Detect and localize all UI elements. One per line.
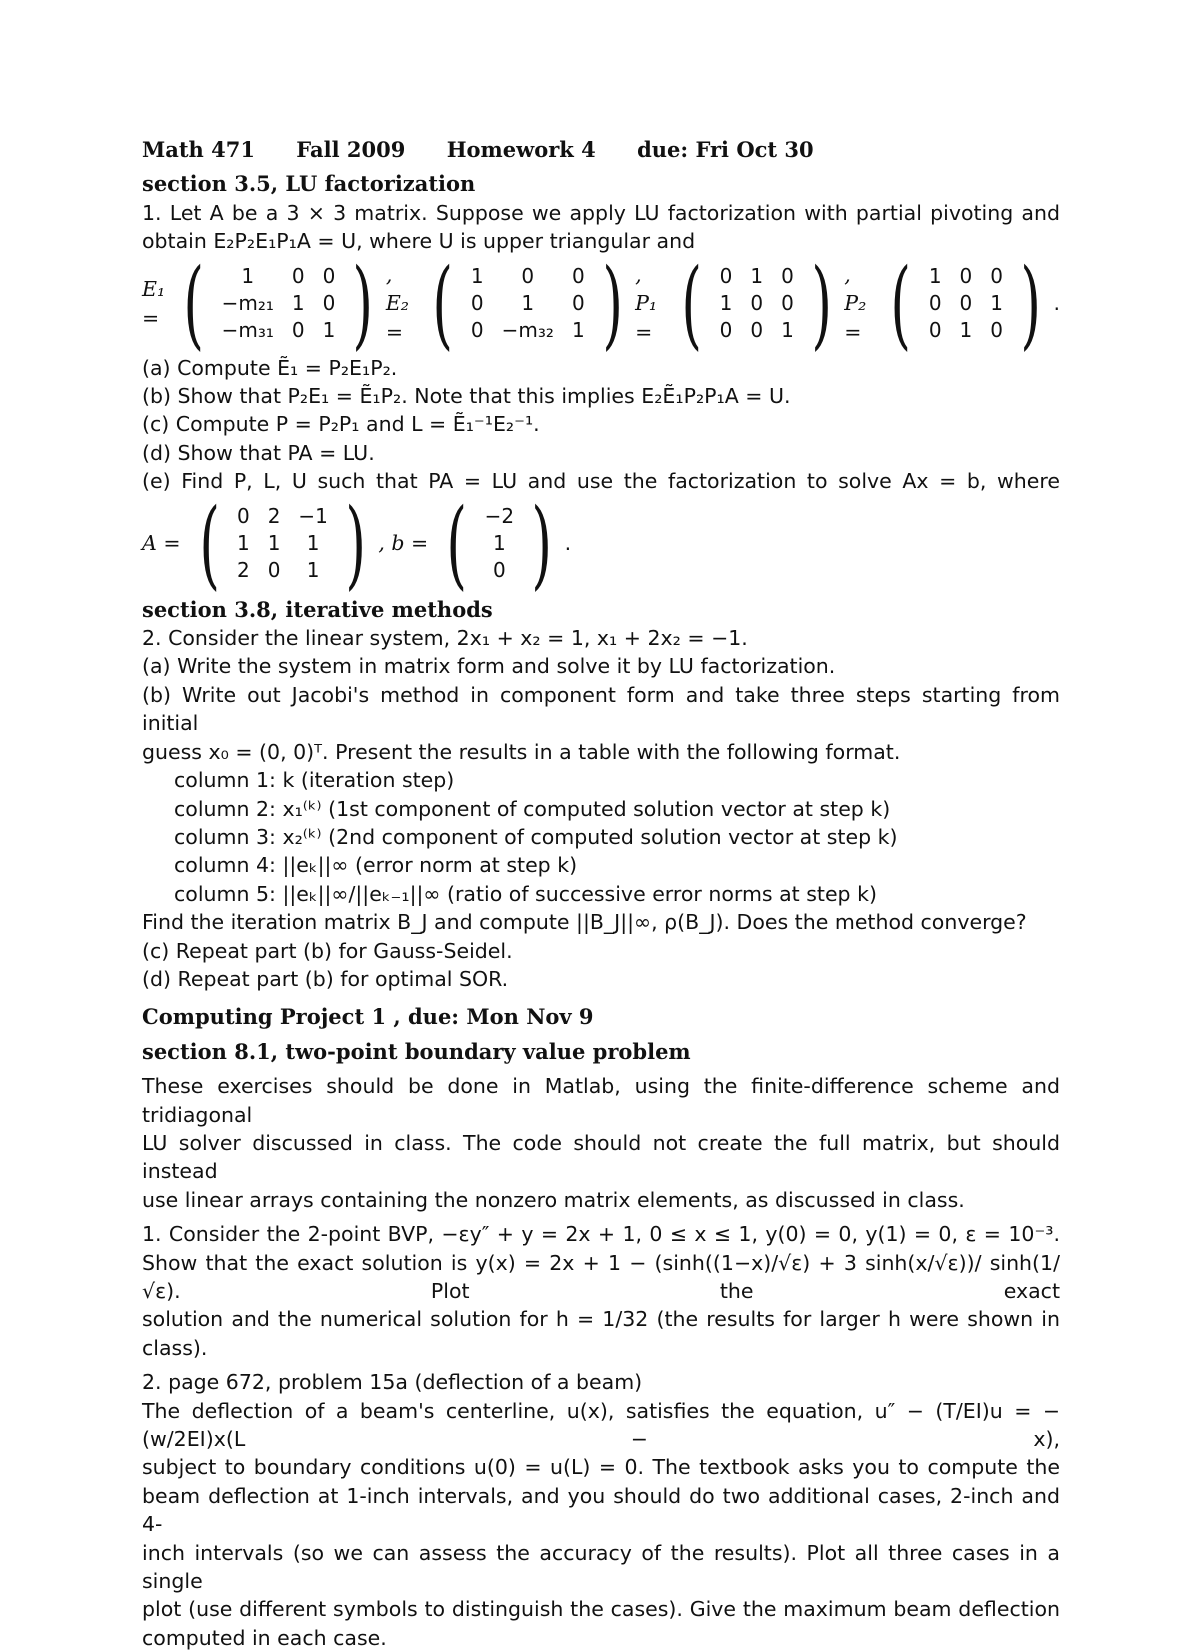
matrix-e2: ( 1 0 0 0 1 0 0 −m₃₂ 1 )	[432, 247, 623, 360]
term: Fall 2009	[296, 137, 406, 162]
project-question-2: 2. page 672, problem 15a (deflection of a beam) The deflection of a beam's centerline, u(x), satisfies the equation, u″ − (T/EI)u = −(w/2EI)x(L − x), subject to boundary conditions u(0) = u(L) = 0. The textbook asks you to compute the beam deflection at 1-inch intervals, and you should do two additional cases, 2-inch and 4- inch intervals (so we can assess the accuracy of the results). Plot all three cases in a single plot (use different symbols to distinguish the cases). Give the maximum beam deflection computed in each case.	[142, 1370, 1060, 1650]
part-1d: (d) Show that PA = LU.	[142, 440, 375, 465]
problem-2: 2. Consider the linear system, 2x₁ + x₂ = 1, x₁ + 2x₂ = −1.	[142, 626, 748, 651]
problem-1-line-2: obtain E₂P₂E₁P₁A = U, where U is upper triangular and	[142, 229, 696, 254]
matrix-p1: ( 0 1 0 1 0 0 0 0 1 )	[681, 247, 832, 360]
part-2a: (a) Write the system in matrix form and solve it by LU factorization.	[142, 654, 836, 679]
course-number: Math 471	[142, 137, 255, 162]
part-2b-line-2: guess x₀ = (0, 0)ᵀ. Present the results in a table with the following format.	[142, 739, 901, 764]
part-1a: (a) Compute Ẽ₁ = P₂E₁P₂.	[142, 355, 398, 380]
matrix-e2-label: , E₂ =	[385, 263, 410, 344]
problem-1-line-1: 1. Let A be a 3 × 3 matrix. Suppose we apply LU factorization with partial pivoting and	[142, 200, 1060, 225]
homework-number: Homework 4	[446, 137, 596, 162]
column-4-description: column 4: ||eₖ||∞ (error norm at step k)	[174, 853, 578, 878]
project-question-1: 1. Consider the 2-point BVP, −εy″ + y = 2x + 1, 0 ≤ x ≤ 1, y(0) = 0, y(1) = 0, ε = 10⁻³. Show that the exact solution is y(x) = 2x + 1 − (sinh((1−x)/√ε) + 3 sinh(x/√ε))/ sinh(1/√ε). Plot the exact solution and the numerical solution for h = 1/32 (the results for larger h were shown in class).	[142, 1222, 1060, 1360]
matrix-p2-label: , P₂ =	[844, 263, 867, 344]
due-date: due: Fri Oct 30	[637, 137, 814, 162]
matrix-e1: ( 1 0 0 −m₂₁ 1 0 −m₃₁ 0 1 )	[183, 247, 374, 360]
iteration-matrix-question: Find the iteration matrix B_J and compute ||B_J||∞, ρ(B_J). Does the method converge?	[142, 910, 1027, 935]
column-1-description: column 1: k (iteration step)	[174, 768, 455, 793]
matrix-e1-label: E₁ =	[142, 277, 166, 330]
system-matrices: A = ( 0 2 −1 1 1 1 2 0 1 ) , b = ( −2 1 0 ) .	[142, 487, 572, 600]
project-title: Computing Project 1 , due: Mon Nov 9	[142, 1004, 594, 1030]
part-2c: (c) Repeat part (b) for Gauss-Seidel.	[142, 938, 513, 963]
column-3-description: column 3: x₂⁽ᵏ⁾ (2nd component of computed solution vector at step k)	[174, 824, 898, 849]
matrix-a: ( 0 2 −1 1 1 1 2 0 1 )	[198, 487, 366, 600]
section-8-1-title: section 8.1, two-point boundary value problem	[142, 1038, 691, 1064]
matrix-a-label: A =	[142, 531, 181, 556]
matrix-p1-label: , P₁ =	[635, 263, 658, 344]
part-1b: (b) Show that P₂E₁ = Ẽ₁P₂. Note that this implies E₂Ẽ₁P₂P₁A = U.	[142, 384, 791, 409]
project-intro: These exercises should be done in Matlab, using the finite-difference scheme and tridiagonal LU solver discussed in class. The code should not create the full matrix, but should instead use linear arrays containing the nonzero matrix elements, as discussed in class.	[142, 1074, 1060, 1212]
section-3-8-title: section 3.8, iterative methods	[142, 596, 493, 622]
part-1e: (e) Find P, L, U such that PA = LU and use the factorization to solve Ax = b, where	[142, 469, 1060, 494]
part-2b-line-1: (b) Write out Jacobi's method in component form and take three steps starting from initial	[142, 682, 1060, 736]
document-header	[142, 136, 1060, 164]
matrix-p2: ( 1 0 0 0 0 1 0 1 0 )	[890, 247, 1042, 360]
vector-b: ( −2 1 0 )	[446, 487, 553, 600]
elimination-matrices: E₁ = ( 1 0 0 −m₂₁ 1 0 −m₃₁ 0 1 ) , E₂ = ( 1 0 0 0 1 0 0 −m₃₂ 1 ) , P₁ = ( 0 1 0 1 0 0 0 0 1 ) , P₂ = ( 1 0 0 0 0 1 0 1 0 ) .	[142, 247, 1060, 360]
homework-page	[142, 136, 1060, 1652]
column-2-description: column 2: x₁⁽ᵏ⁾ (1st component of computed solution vector at step k)	[174, 796, 891, 821]
part-2d: (d) Repeat part (b) for optimal SOR.	[142, 966, 509, 991]
part-1c: (c) Compute P = P₂P₁ and L = Ẽ₁⁻¹E₂⁻¹.	[142, 412, 540, 437]
vector-b-label: , b =	[378, 531, 429, 556]
section-3-5-title: section 3.5, LU factorization	[142, 171, 476, 197]
column-5-description: column 5: ||eₖ||∞/||eₖ₋₁||∞ (ratio of successive error norms at step k)	[174, 881, 877, 906]
